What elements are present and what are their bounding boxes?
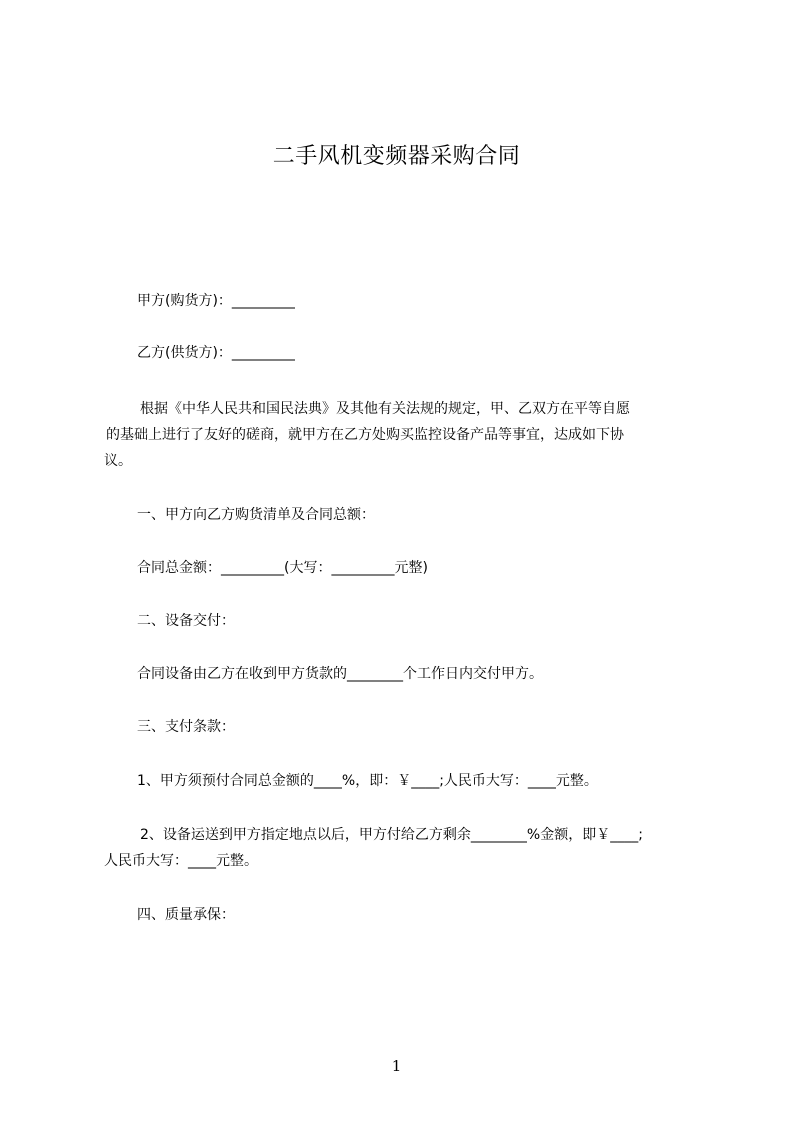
section-2-heading: 二、设备交付：: [137, 613, 235, 629]
document-title: 二手风机变频器采购合同: [272, 144, 521, 169]
section-3-item-2-line-2: 人民币大写：____元整。: [104, 853, 258, 869]
section-3-item-2-line-1: 2、设备运送到甲方指定地点以后，甲方付给乙方剩余________%金额，即￥____;: [140, 827, 643, 843]
party-b-line: 乙方(供货方)：_________: [137, 345, 295, 361]
party-a-line: 甲方(购货方)：_________: [137, 293, 295, 309]
section-2-text: 合同设备由乙方在收到甲方货款的________个工作日内交付甲方。: [137, 666, 543, 682]
section-3-heading: 三、支付条款：: [137, 719, 235, 735]
section-1-heading: 一、甲方向乙方购货清单及合同总额：: [137, 507, 375, 523]
page-number: 1: [391, 1057, 402, 1075]
section-1-total: 合同总金额：_________(大写：_________元整): [137, 560, 428, 576]
section-3-item-1: 1、甲方须预付合同总金额的____%，即：￥____;人民币大写：____元整。: [137, 773, 598, 789]
section-4-heading: 四、质量承保：: [137, 907, 235, 923]
preamble-line-3: 议。: [104, 453, 132, 469]
preamble-line-2: 的基础上进行了友好的磋商，就甲方在乙方处购买监控设备产品等事宜，达成如下协: [106, 427, 624, 443]
preamble-line-1: 根据《中华人民共和国民法典》及其他有关法规的规定，甲、乙双方在平等自愿: [140, 401, 630, 417]
